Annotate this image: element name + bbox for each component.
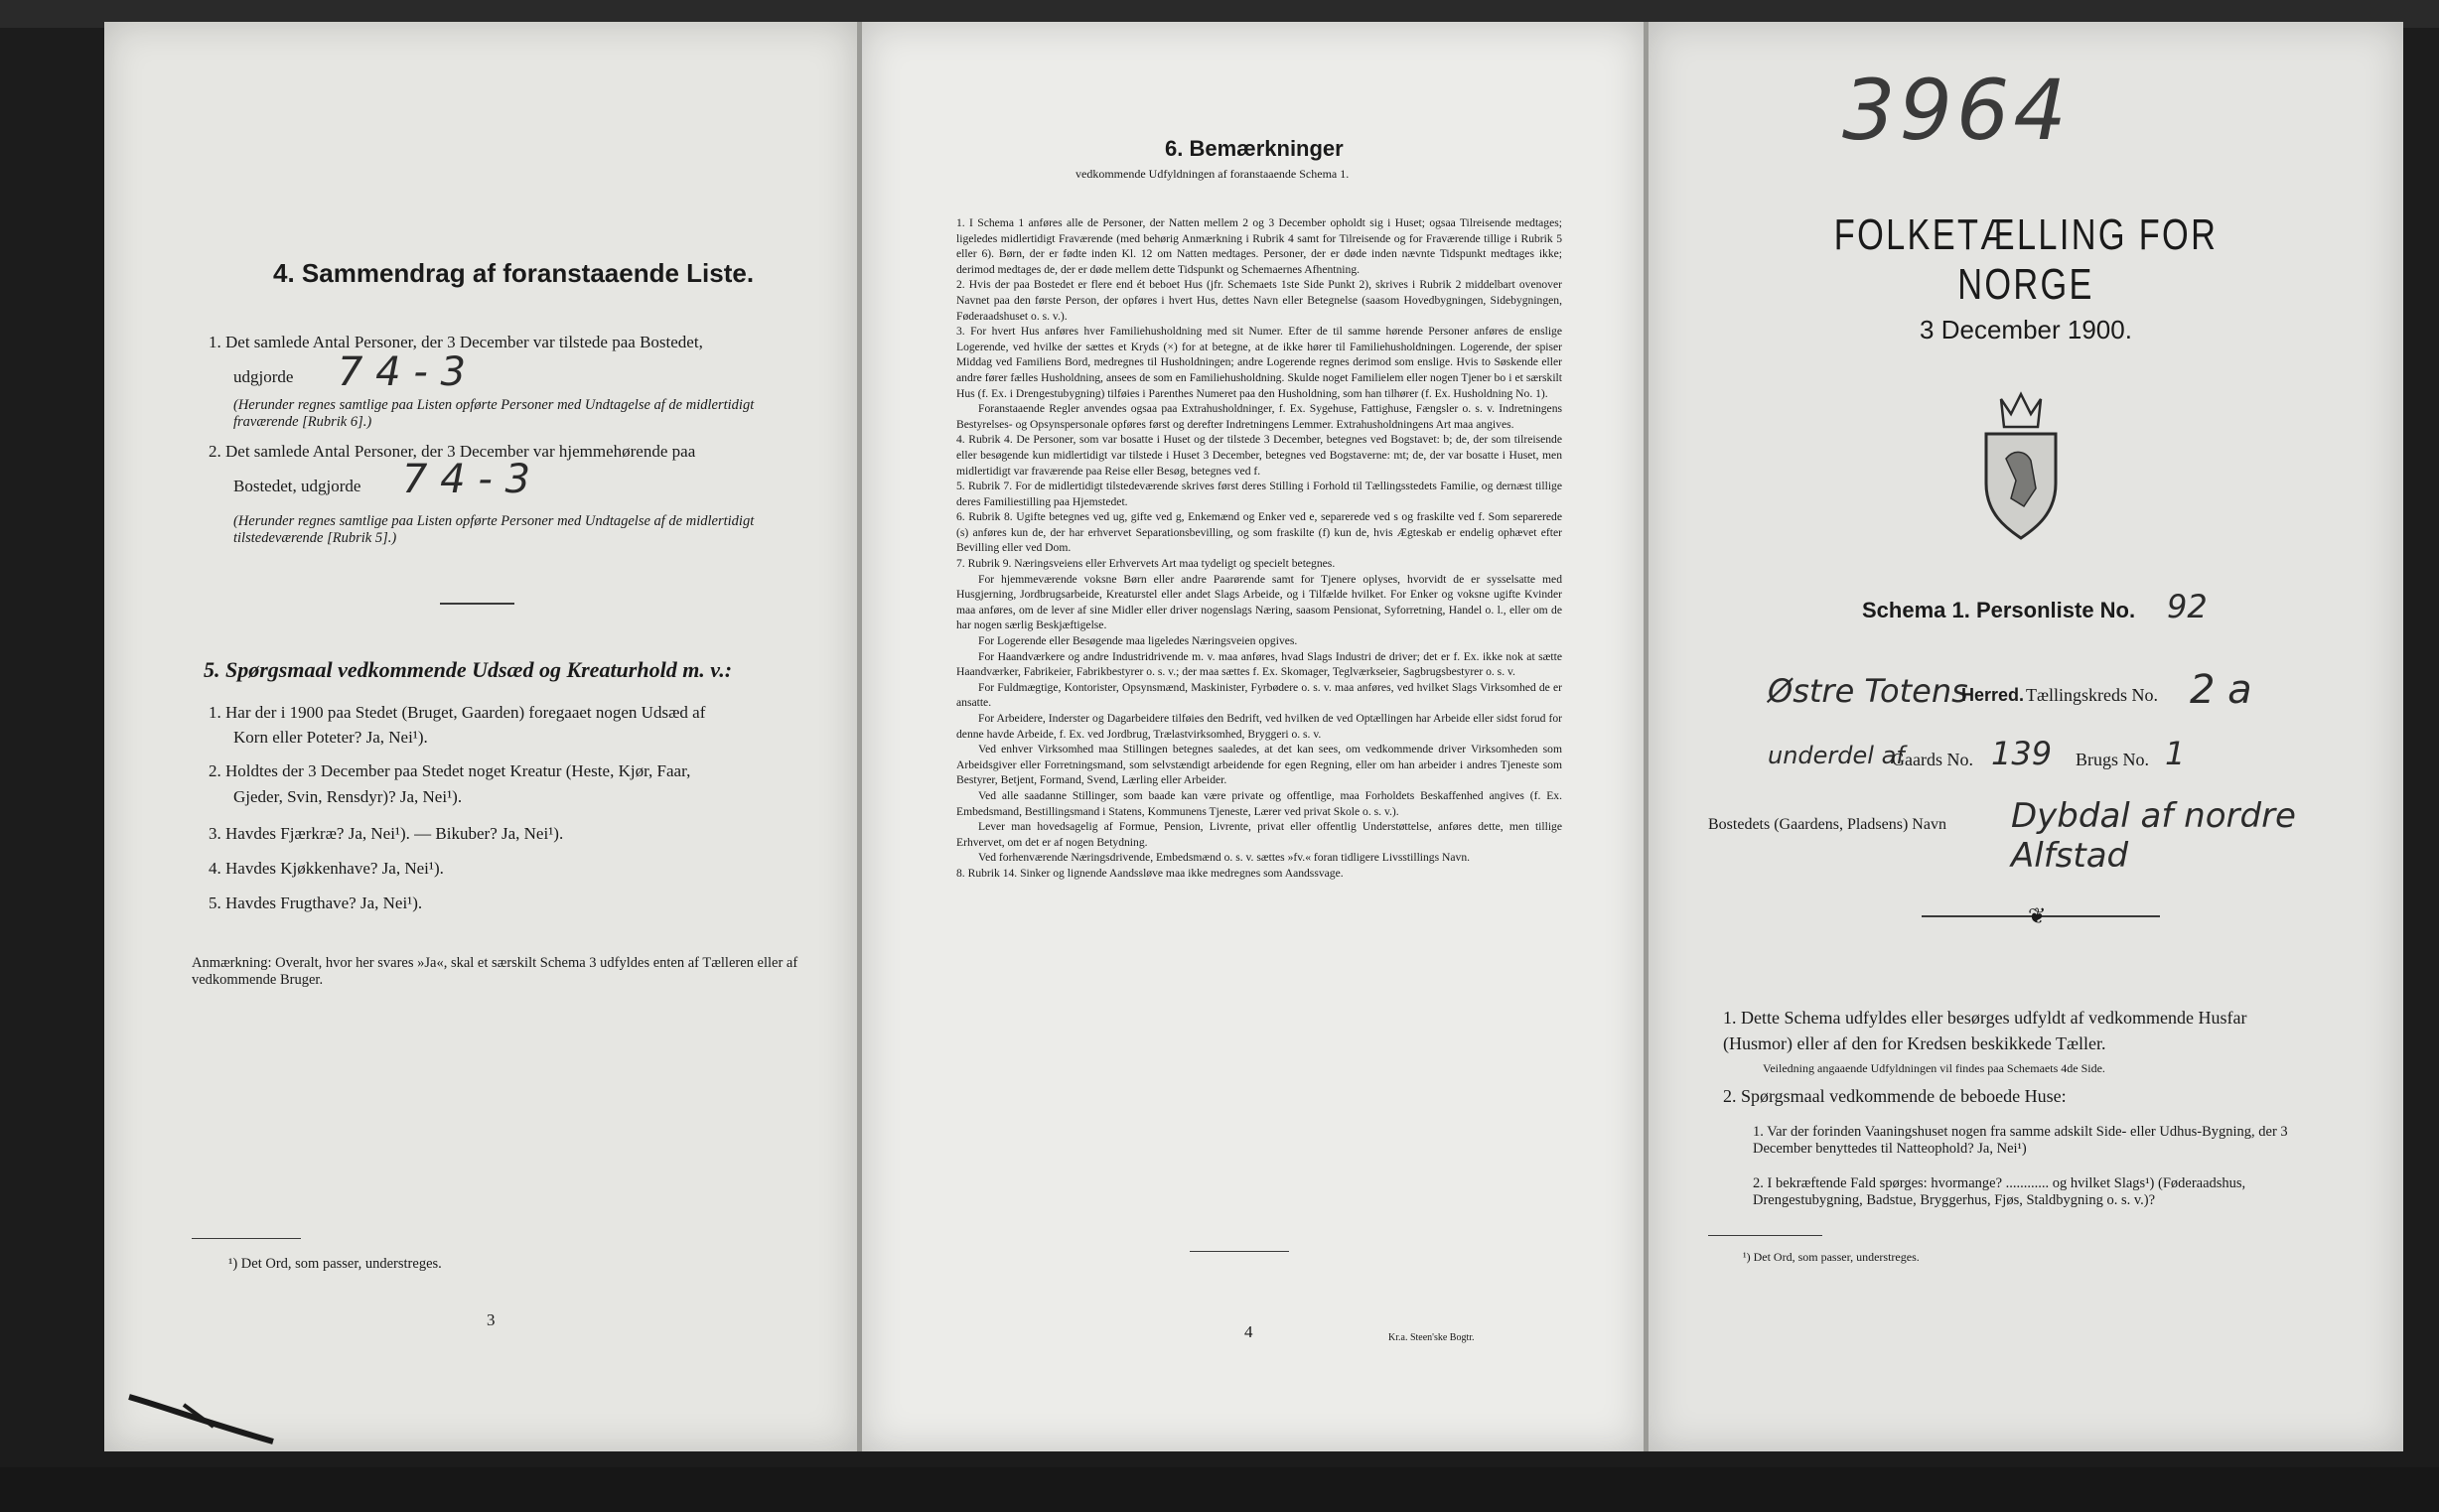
remark-paragraph: Foranstaaende Regler anvendes ogsaa paa Extrahusholdninger, f. Ex. Sygehuse, Fattighuse, Fængsler o. s. v. Indretningens Bestyrelses- og Opsynspersonale opføres først og derefter Indretningens Lemmer. Extrahusholdningens Art maa angives. — [956, 402, 1562, 431]
question-1: 1. Har der i 1900 paa Stedet (Bruget, Gaarden) foregaaet nogen Udsæd af — [209, 703, 706, 722]
norway-coat-of-arms-icon — [1976, 389, 2066, 548]
question-1b: Korn eller Poteter? Ja, Nei¹). — [233, 728, 428, 747]
remark-paragraph: Lever man hovedsagelig af Formue, Pension, Livrente, privat eller offentlig Understøttelse, anføres dette, men tillige Erhvervet, om det er af nogen Betydning. — [956, 820, 1562, 849]
question-3: 3. Havdes Fjærkræ? Ja, Nei¹). — Bikuber? Ja, Nei¹). — [209, 824, 564, 843]
footnote: ¹) Det Ord, som passer, understreges. — [228, 1256, 442, 1272]
gaards-number-handwritten: 139 — [1991, 735, 2053, 772]
section4-title: 4. Sammendrag af foranstaaende Liste. — [273, 258, 755, 288]
remark-paragraph: Ved alle saadanne Stillinger, som baade kan være private og offentlige, maa Forholdets Beskaffenhed angives (f. Ex. Embedsmand, Bestillingsmand i Statens, Kommunens Tjeneste, Lærer ved privat Skole o. s. v.). — [956, 788, 1562, 818]
ornament-icon: ❦ — [2028, 903, 2047, 928]
herred-handwritten: Østre Totens — [1768, 672, 1968, 710]
remark-paragraph: For Fuldmægtige, Kontorister, Opsynsmænd, Maskinister, Fyrbødere o. s. v. maa anføres, ved hvilket Slags Virksomhed de er ansatte. — [956, 680, 1562, 710]
footnote-rule-right — [1708, 1235, 1822, 1236]
summary-item-1-udgjorde: udgjorde — [233, 367, 294, 386]
summary-item-1-note: (Herunder regnes samtlige paa Listen opførte Personer med Undtagelse af de midlertidigt fraværende [Rubrik 6].) — [233, 397, 755, 430]
question-2: 2. Holdtes der 3 December paa Stedet noget Kreatur (Heste, Kjør, Faar, — [209, 761, 691, 780]
summary-item-2-handwritten: 7 4 - 3 — [402, 457, 530, 502]
bosted-label: Bostedets (Gaardens, Pladsens) Navn — [1708, 816, 1946, 833]
instruction-2-q2: 2. I bekræftende Fald spørges: hvormange? ............ og hvilket Slags¹) (Føderaadshus, Drengestubygning, Badstue, Bryggerhus, Fjøs, Staldbygning o. s. v.)? — [1753, 1175, 2246, 1208]
summary-item-2-bostedet: Bostedet, udgjorde — [233, 477, 361, 495]
summary-item-1-handwritten: 7 4 - 3 — [338, 349, 466, 395]
remark-paragraph: 8. Rubrik 14. Sinker og lignende Aandssløve maa ikke medregnes som Aandssvage. — [956, 866, 1344, 880]
remarks-body — [956, 215, 1562, 882]
remark-paragraph: 2. Hvis der paa Bostedet er flere end ét beboet Hus (jfr. Schemaets 1ste Side Punkt 2), skrives i Rubrik 2 middelbart ovenover Navnet paa den første Person, der opføres i hvert Hus, dettes Navn eller Betegnelse (saasom Hovedbygningen, Sidebygningen, Føderaadshuset o. s. v.). — [956, 278, 1562, 323]
brugs-number-handwritten: 1 — [2165, 735, 2186, 772]
remark-paragraph: 6. Rubrik 8. Ugifte betegnes ved ug, gifte ved g, Enkemænd og Enker ved e, separerede ved s og fraskilte ved f. Som separerede (s) anføres kun de, der har erhvervet Separationsbevilling, og som fraskilte (f) kun de, hvis Ægteskab er endelig ophævet efter Bevilling eller ved Dom. — [956, 510, 1562, 555]
footnote-right: ¹) Det Ord, som passer, understreges. — [1743, 1250, 1920, 1264]
section-divider — [440, 603, 514, 605]
question-5: 5. Havdes Frugthave? Ja, Nei¹). — [209, 893, 423, 912]
herred-label: Herred. — [1961, 685, 2025, 705]
instruction-1-note: Veiledning angaaende Udfyldningen vil findes paa Schemaets 4de Side. — [1763, 1061, 2105, 1075]
remarks-end-rule — [1190, 1251, 1289, 1252]
remarks-subtitle: vedkommende Udfyldningen af foranstaaende Schema 1. — [1076, 167, 1350, 181]
summary-item-2: 2. Det samlede Antal Personer, der 3 December var hjemmehørende paa — [209, 442, 696, 461]
printer-imprint: Kr.a. Steen'ske Bogtr. — [1388, 1332, 1475, 1343]
schema-number-handwritten: 92 — [2167, 588, 2208, 625]
remark-paragraph: For hjemmeværende voksne Børn eller andre Paarørende samt for Tjenere oplyses, hvorvidt de er sysselsatte med Husgjerning, Jordbrugsarbeide, Kreaturstel eller andet Slags Arbeide, og i Tilfælde hvilket. For Enker og voksne ugifte Kvinder maa anføres, om de lever af sine Midler eller driver nogenslags Næring, saasom Pensionat, Syforretning, Handel o. l., eller om de har nogen særlig Beskjæftigelse. — [956, 572, 1562, 632]
remark-paragraph: 4. Rubrik 4. De Personer, som var bosatte i Huset og der tilstede 3 December, betegnes ved Bogstavet: b; de, der som tilreisende eller besøgende kun midlertidigt var tilstede i Huset 3 December, betegnes ved Bogstaverne: mt; de, der var bosatte i Huset, men midlertidigt var fraværende paa Reise eller Besøg, betegnes ved f. — [956, 433, 1562, 478]
instruction-1: 1. Dette Schema udfyldes eller besørges udfyldt af vedkommende Husfar (Husmor) eller af den for Kredsen beskikkede Tæller. — [1723, 1008, 2247, 1053]
bosted-name-handwritten: Dybdal af nordre Alfstad — [2011, 796, 2296, 876]
remark-paragraph: Ved forhenværende Næringsdrivende, Embedsmænd o. s. v. sættes »fv.« foran tidligere Livsstillings Navn. — [978, 851, 1471, 865]
question-4: 4. Havdes Kjøkkenhave? Ja, Nei¹). — [209, 859, 444, 878]
form-title: FOLKETÆLLING FOR NORGE — [1833, 210, 2219, 309]
kreds-label: Tællingskreds No. — [2026, 685, 2158, 705]
instruction-2: 2. Spørgsmaal vedkommende de beboede Huse: — [1723, 1086, 2067, 1106]
remarks-title: 6. Bemærkninger — [1165, 136, 1344, 161]
gaards-label: Gaards No. — [1892, 750, 1973, 769]
footnote-rule — [192, 1238, 301, 1239]
remark-paragraph: For Arbeidere, Inderster og Dagarbeidere tilføies den Bedrift, ved hvilken de ved Optællingen har Arbeide eller sidst forud for denne havde Arbeide, f. Ex. ved Jordbrug, Trælastvirksomhed, Bryggeri o. s. v. — [956, 712, 1562, 741]
remark-paragraph: 3. For hvert Hus anføres hver Familiehusholdning med sit Numer. Efter de til samme hørende Personer anføres de enslige Logerende, ved hvilke der sættes et Kryds (×) for at betegne, at de ikke hører til Familiehusholdningen. Logerende, der spiser Middag ved Familiens Bord, medregnes til Husholdningen; andre Logerende regnes derimod som enslige. Hvis to Søskende eller andre fører fælles Husholdning, ansees de som en Familiehusholdning. Skulde noget Familielem eller nogen Tjener bo i et særskilt Hus (f. Ex. i Drengestubygning) tilføies i Parenthes Numeret paa den Husholdning, som han tilhører (f. Ex. Husholdning No. 1). — [956, 325, 1562, 400]
summary-item-2-note: (Herunder regnes samtlige paa Listen opførte Personer med Undtagelse af de midlertidigt tilstedeværende [Rubrik 5].) — [233, 513, 755, 546]
brugs-label: Brugs No. — [2076, 750, 2150, 769]
form-date: 3 December 1900. — [1920, 315, 2132, 344]
remark-paragraph: For Haandværkere og andre Industridrivende m. v. maa anføres, hvad Slags Industri de driver; det er f. Ex. ikke nok at sætte Haandværker, Fabrikeier, Fabrikbestyrer o. s. v.; der maa sættes f. Ex. Skomager, Teglværkseier, Sagbrugsbestyrer o. s. v. — [956, 649, 1562, 679]
page-number-middle: 4 — [1244, 1322, 1253, 1341]
kreds-handwritten: 2 a — [2190, 667, 2252, 713]
anmaerkning: Anmærkning: Overalt, hvor her svares »Ja«, skal et særskilt Schema 3 udfyldes enten af Tælleren eller af vedkommende Bruger. — [192, 955, 798, 988]
corner-damage-mark — [124, 1387, 323, 1446]
middle-page — [862, 22, 1644, 1451]
instruction-2-q1: 1. Var der forinden Vaaningshuset nogen fra samme adskilt Side- eller Udhus-Bygning, der 3 December benyttedes til Natteophold? Ja, Nei¹) — [1753, 1124, 2288, 1157]
remark-paragraph: 7. Rubrik 9. Næringsveiens eller Erhvervets Art maa tydeligt og specielt betegnes. — [956, 557, 1336, 571]
remark-paragraph: Ved enhver Virksomhed maa Stillingen betegnes saaledes, at det kan sees, om vedkommende driver Virksomheden som Arbeidsgiver eller Forretningsmand, som selvstændigt arbeidende for egen Regning, eller om han arbeider i andres Tjeneste som Bestyrer, Betjent, Formand, Svend, Lærling eller Arbeider. — [956, 743, 1562, 787]
right-page — [1649, 22, 2403, 1451]
remark-paragraph: 1. I Schema 1 anføres alle de Personer, der Natten mellem 2 og 3 December opholdt sig i Huset; ogsaa Tilreisende medtages; ligeledes midlertidigt Fraværende (med behørig Anmærkning i Rubrik 4 samt for Tilreisende og for Fraværende tillige i Rubrik 5 eller 6). Børn, der er fødte inden Kl. 12 om Natten medtages. Personer, der er døde inden nævnte Tidspunkt medtages ikke; derimod medtages de, der er døde mellem dette Tidspunkt og Schemaernes Afhentning. — [956, 216, 1562, 276]
remark-paragraph: 5. Rubrik 7. For de midlertidigt tilstedeværende skrives først deres Stilling i Forhold til Tællingsstedets Familie, og dernæst tillige deres Familiestilling paa Hjemstedet. — [956, 480, 1562, 508]
scan-background-bottom — [0, 1467, 2439, 1512]
archive-number-handwritten: 3964 — [1842, 62, 2071, 159]
question-2b: Gjeder, Svin, Rensdyr)? Ja, Nei¹). — [233, 787, 463, 806]
page-number-left: 3 — [487, 1310, 496, 1329]
remark-paragraph: For Logerende eller Besøgende maa ligeledes Næringsveien opgives. — [978, 634, 1298, 648]
left-page — [104, 22, 857, 1451]
gaards-prefix-handwritten: underdel af — [1768, 742, 1905, 769]
section5-title: 5. Spørgsmaal vedkommende Udsæd og Kreaturhold m. v.: — [204, 657, 733, 682]
summary-item-1: 1. Det samlede Antal Personer, der 3 December var tilstede paa Bostedet, — [209, 333, 703, 351]
schema-label: Schema 1. Personliste No. — [1862, 598, 2136, 622]
